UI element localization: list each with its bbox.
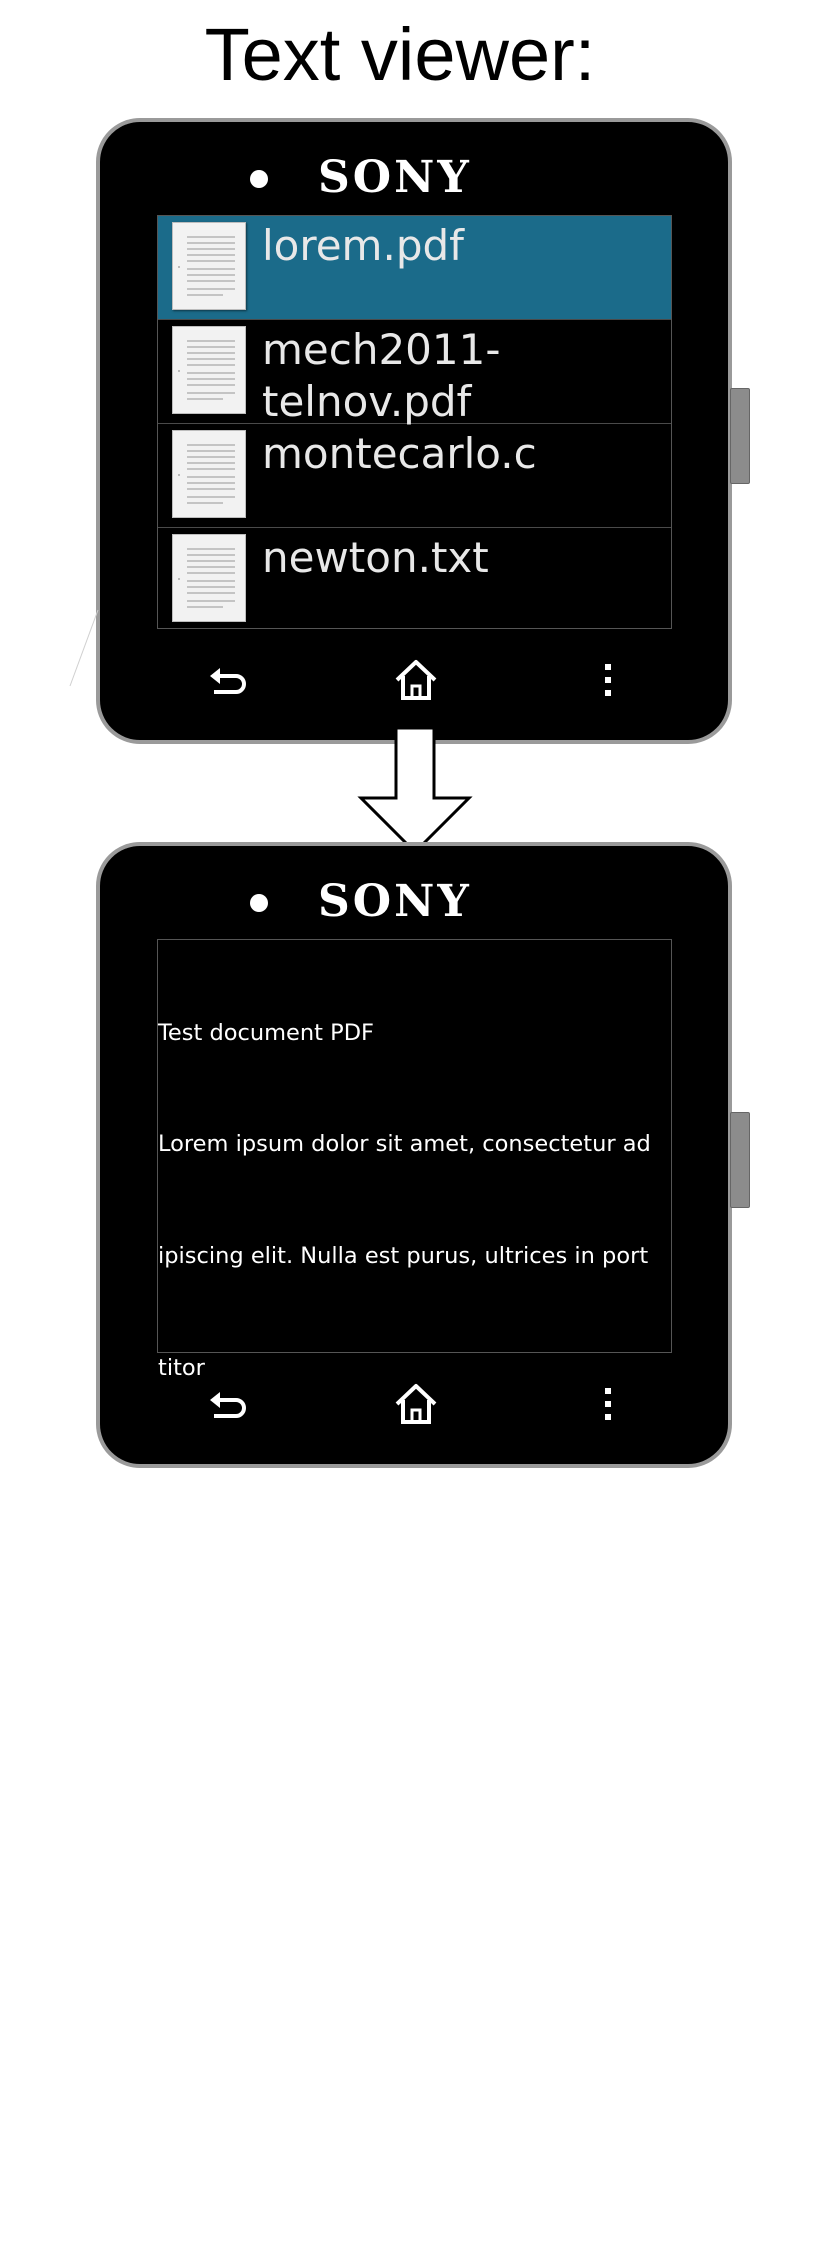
file-item-mech2011-telnov-pdf[interactable] bbox=[158, 320, 671, 424]
page-title: Text viewer: bbox=[204, 13, 596, 96]
back-icon bbox=[206, 662, 250, 698]
text-line: titor bbox=[158, 1355, 205, 1382]
file-item-lorem-pdf[interactable] bbox=[158, 216, 671, 320]
home-button[interactable] bbox=[386, 650, 446, 710]
text-line: velit imperdiet egestas. Maecenas tempus bbox=[158, 2138, 637, 2165]
text-line: ipiscing elit. Nulla est purus, ultrices in port bbox=[158, 1243, 649, 1270]
menu-button[interactable] bbox=[578, 1374, 638, 1434]
file-name: mech2011-telnov.pdf bbox=[262, 325, 501, 426]
watch-header bbox=[100, 148, 728, 208]
watch-header bbox=[100, 872, 728, 932]
brand-logo: SONY bbox=[318, 876, 472, 927]
menu-button[interactable] bbox=[578, 650, 638, 710]
text-line: Test document PDF bbox=[158, 1019, 374, 1046]
overflow-menu-icon bbox=[602, 660, 614, 700]
status-dot bbox=[250, 170, 268, 188]
text-line: Lorem ipsum dolor sit amet, consectetur ad bbox=[158, 1131, 651, 1158]
text-line: auctor vel quis lorem. Ut et ligula dolor, sit bbox=[158, 1802, 640, 1829]
status-dot bbox=[250, 894, 268, 912]
document-text bbox=[158, 940, 671, 2245]
text-line: sed bbox=[158, 2026, 198, 2053]
document-icon bbox=[172, 222, 246, 310]
file-list bbox=[157, 215, 672, 629]
file-name: montecarlo.c bbox=[262, 429, 537, 478]
stray-line bbox=[68, 610, 108, 690]
back-button[interactable] bbox=[198, 650, 258, 710]
watch-side-button[interactable] bbox=[730, 1112, 750, 1208]
file-item-montecarlo-c[interactable] bbox=[158, 424, 671, 528]
watch-side-button[interactable] bbox=[730, 388, 750, 484]
file-name: newton.txt bbox=[262, 533, 489, 582]
text-line: in, accumsan non quam. Nam consectetur p bbox=[158, 1467, 657, 1494]
text-view[interactable] bbox=[157, 939, 672, 2165]
down-arrow bbox=[358, 726, 472, 856]
nav-bar bbox=[100, 1374, 728, 1434]
file-name: lorem.pdf bbox=[262, 221, 464, 270]
document-icon bbox=[172, 534, 246, 622]
home-button[interactable] bbox=[386, 1374, 446, 1434]
file-item-newton-txt[interactable] bbox=[158, 528, 671, 632]
nav-bar bbox=[100, 650, 728, 710]
back-button[interactable] bbox=[198, 1374, 258, 1434]
brand-logo: SONY bbox=[318, 152, 472, 203]
back-icon bbox=[206, 1386, 250, 1422]
text-line: amet consequat lorem. Aliquam porta eros bbox=[158, 1914, 642, 1941]
home-icon bbox=[393, 1382, 439, 1426]
smartwatch-text-view bbox=[96, 842, 732, 2165]
text-line: iat bbox=[158, 1690, 187, 1717]
document-icon bbox=[172, 430, 246, 518]
home-icon bbox=[393, 658, 439, 702]
overflow-menu-icon bbox=[602, 1384, 614, 1424]
text-line: orttitor rhoncus. Curabitur eu est et leo feug bbox=[158, 1579, 659, 1606]
document-icon bbox=[172, 326, 246, 414]
smartwatch-file-list bbox=[96, 118, 732, 744]
